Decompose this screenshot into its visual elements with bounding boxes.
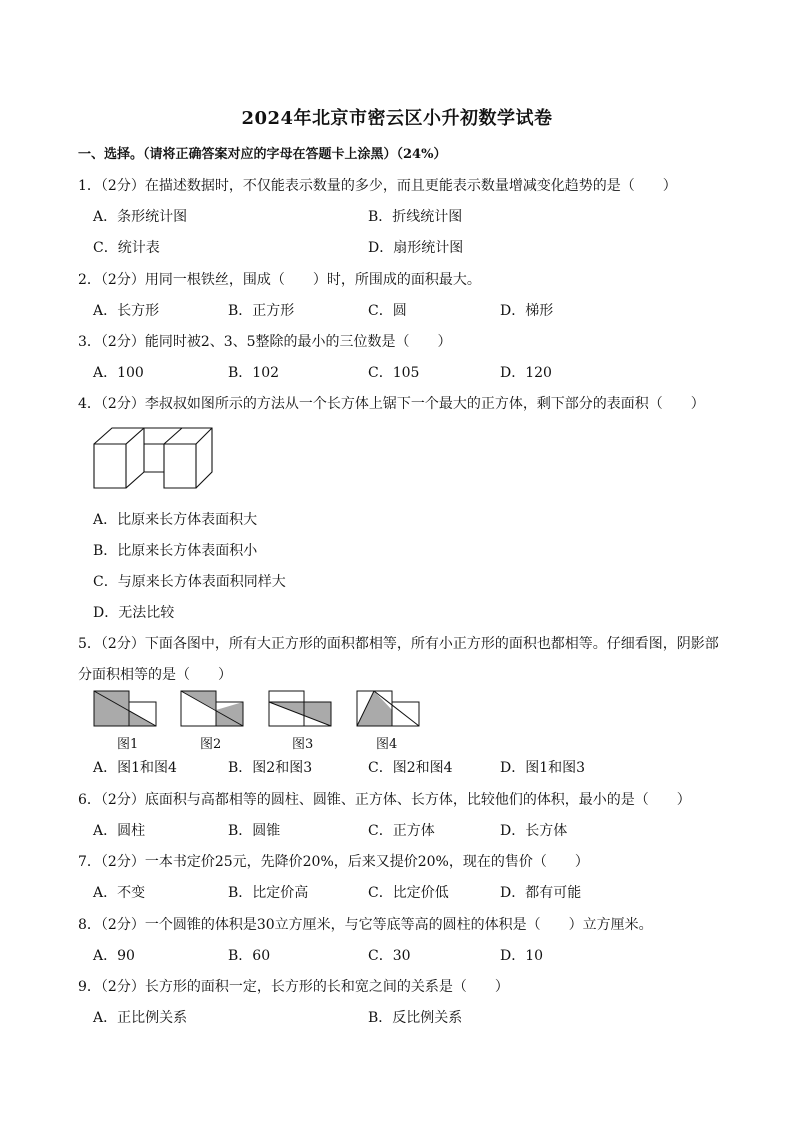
q4-option-a[interactable]: A．比原来长方体表面积大 [93,512,258,528]
q1-option-b[interactable]: B．折线统计图 [368,209,463,225]
q6-option-d[interactable]: D．长方体 [500,823,568,839]
q5-option-b[interactable]: B．图2和图3 [228,760,313,776]
question-7-stem: 7．（2分）一本书定价25元，先降价20%，后来又提价20%，现在的售价（ ） [78,854,589,870]
question-4-stem: 4．（2分）李叔叔如图所示的方法从一个长方体上锯下一个最大的正方体，剩下部分的表面积（ ） [78,396,705,412]
q4-option-c[interactable]: C．与原来长方体表面积同样大 [93,574,286,590]
q3-option-a[interactable]: A．100 [93,365,144,381]
question-5-stem: 5．（2分）下面各图中，所有大正方形的面积都相等，所有小正方形的面积也都相等。仔细看图，阴影部 [78,636,719,652]
q2-option-d[interactable]: D．梯形 [500,303,554,319]
q3-option-d[interactable]: D．120 [500,365,552,381]
q4-option-d[interactable]: D．无法比较 [93,605,175,621]
figure-3-caption: 图3 [292,737,314,752]
q5-option-d[interactable]: D．图1和图3 [500,760,586,776]
figure-2-caption: 图2 [200,737,222,752]
q8-option-b[interactable]: B．60 [228,948,271,964]
q8-option-a[interactable]: A．90 [93,948,135,964]
q9-option-b[interactable]: B．反比例关系 [368,1010,463,1026]
q4-option-b[interactable]: B．比原来长方体表面积小 [93,543,258,559]
q9-option-a[interactable]: A．正比例关系 [93,1010,188,1026]
cuboid-cut-figure [92,426,214,492]
question-1-stem: 1．（2分）在描述数据时，不仅能表示数量的多少，而且更能表示数量增减变化趋势的是（ ） [78,178,677,194]
q6-option-b[interactable]: B．圆锥 [228,823,281,839]
q8-option-d[interactable]: D．10 [500,948,544,964]
section-heading: 一、选择。（请将正确答案对应的字母在答题卡上涂黑）（24%） [78,147,447,162]
question-8-stem: 8．（2分）一个圆锥的体积是30立方厘米，与它等底等高的圆柱的体积是（ ）立方厘米。 [78,917,653,933]
q2-option-a[interactable]: A．长方形 [93,303,160,319]
q2-option-b[interactable]: B．正方形 [228,303,295,319]
q6-option-c[interactable]: C．正方体 [368,823,435,839]
q7-option-a[interactable]: A．不变 [93,885,146,901]
figure-4-caption: 图4 [376,737,398,752]
question-5-stem-continued: 分面积相等的是（ ） [78,667,232,683]
q3-option-b[interactable]: B．102 [228,365,280,381]
figure-1 [93,690,159,728]
q1-option-d[interactable]: D．扇形统计图 [368,240,464,256]
question-3-stem: 3．（2分）能同时被2、3、5整除的最小的三位数是（ ） [78,334,452,350]
q7-option-d[interactable]: D．都有可能 [500,885,582,901]
figure-2 [180,690,246,728]
q3-option-c[interactable]: C．105 [368,365,420,381]
question-9-stem: 9．（2分）长方形的面积一定，长方形的长和宽之间的关系是（ ） [78,979,509,995]
q1-option-a[interactable]: A．条形统计图 [93,209,188,225]
q1-option-c[interactable]: C．统计表 [93,240,160,256]
figure-3 [268,690,334,728]
q6-option-a[interactable]: A．圆柱 [93,823,146,839]
q5-option-c[interactable]: C．图2和图4 [368,760,453,776]
q7-option-c[interactable]: C．比定价低 [368,885,449,901]
question-2-stem: 2．（2分）用同一根铁丝，围成（ ）时，所围成的面积最大。 [78,272,481,288]
question-6-stem: 6．（2分）底面积与高都相等的圆柱、圆锥、正方体、长方体，比较他们的体积，最小的是（ ） [78,792,691,808]
q2-option-c[interactable]: C．圆 [368,303,407,319]
figure-1-caption: 图1 [117,737,139,752]
q7-option-b[interactable]: B．比定价高 [228,885,309,901]
q5-option-a[interactable]: A．图1和图4 [93,760,177,776]
figure-4 [356,690,422,728]
q8-option-c[interactable]: C．30 [368,948,411,964]
page-title: 2024年北京市密云区小升初数学试卷 [241,108,553,129]
